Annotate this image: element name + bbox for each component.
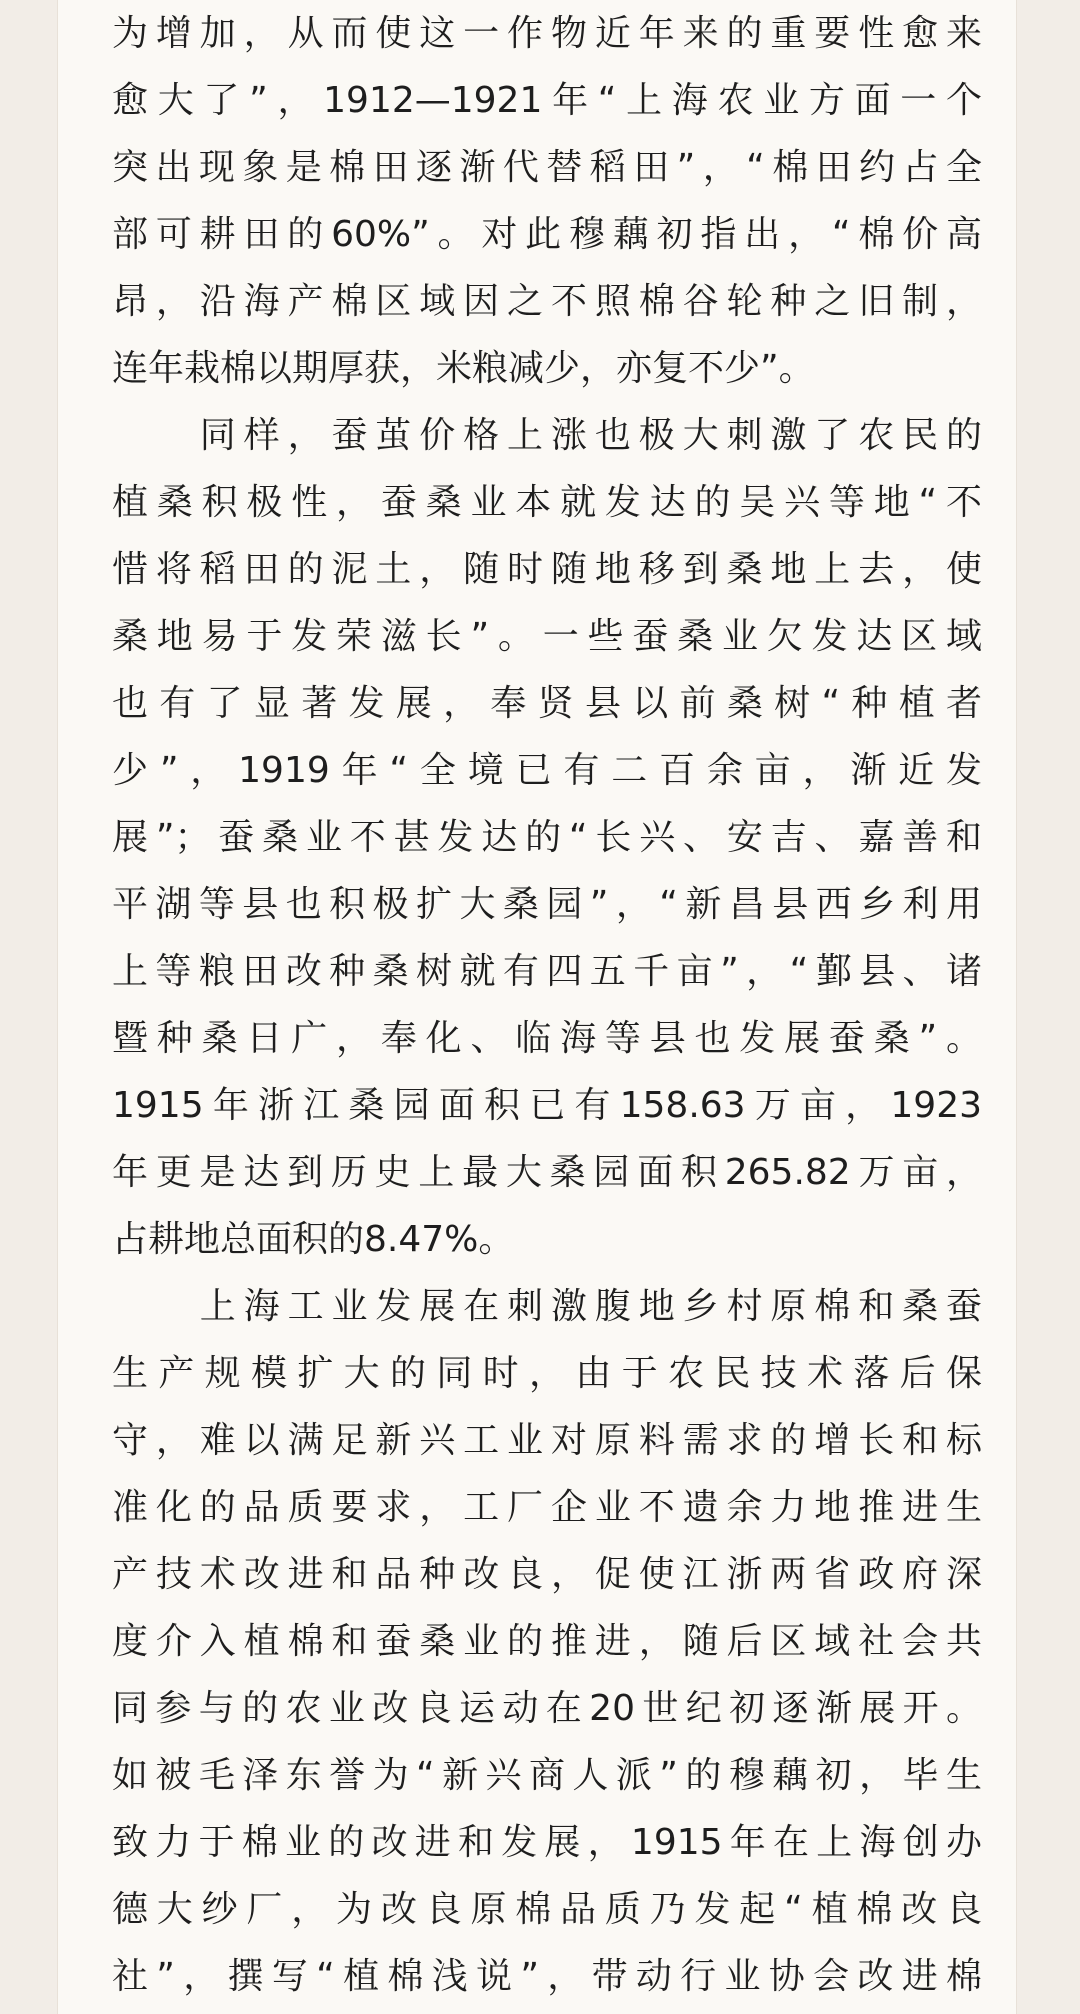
text-line: 为增加，从而使这一作物近年来的重要性愈来 [112, 13, 982, 54]
text-line: 少”，1919年“全境已有二百余亩，渐近发 [112, 750, 982, 791]
text-line: 连年栽棉以期厚获，米粮减少，亦复不少”。 [112, 348, 815, 389]
text-line: 也有了显著发展，奉贤县以前桑树“种植者 [112, 683, 982, 724]
text-line: 部可耕田的60%”。对此穆藕初指出，“棉价高 [112, 214, 982, 255]
text-line: 准化的品质要求，工厂企业不遗余力地推进生 [112, 1487, 982, 1528]
text-line: 同样，蚕茧价格上涨也极大刺激了农民的 [112, 415, 982, 456]
text-line: 如被毛泽东誉为“新兴商人派”的穆藕初，毕生 [112, 1755, 982, 1796]
text-line: 同参与的农业改良运动在20世纪初逐渐展开。 [112, 1688, 982, 1729]
text-line: 致力于棉业的改进和发展，1915年在上海创办 [112, 1822, 982, 1863]
text-line: 愈大了”，1912—1921年“上海农业方面一个 [112, 80, 982, 121]
text-line: 社”，撰写“植棉浅说”，带动行业协会改进棉 [112, 1956, 982, 1997]
paragraph [112, 1273, 982, 2010]
text-line: 植桑积极性，蚕桑业本就发达的吴兴等地“不 [112, 482, 982, 523]
text-line: 产技术改进和品种改良，促使江浙两省政府深 [112, 1554, 982, 1595]
text-line: 上等粮田改种桑树就有四五千亩”，“鄞县、诸 [112, 951, 982, 992]
text-line: 暨种桑日广，奉化、临海等县也发展蚕桑”。 [112, 1018, 982, 1059]
paragraph [112, 402, 982, 1273]
article-body [112, 0, 982, 2010]
text-line: 年更是达到历史上最大桑园面积265.82万亩， [112, 1152, 982, 1193]
text-line: 平湖等县也积极扩大桑园”，“新昌县西乡利用 [112, 884, 982, 925]
text-line: 1915年浙江桑园面积已有158.63万亩，1923 [112, 1085, 982, 1126]
text-line: 突出现象是棉田逐渐代替稻田”，“棉田约占全 [112, 147, 982, 188]
text-line: 桑地易于发荣滋长”。一些蚕桑业欠发达区域 [112, 616, 982, 657]
text-line: 德大纱厂，为改良原棉品质乃发起“植棉改良 [112, 1889, 982, 1930]
text-line: 守，难以满足新兴工业对原料需求的增长和标 [112, 1420, 982, 1461]
text-line: 占耕地总面积的8.47%。 [112, 1219, 515, 1260]
text-line: 惜将稻田的泥土，随时随地移到桑地上去，使 [112, 549, 982, 590]
paragraph [112, 0, 982, 402]
text-line: 生产规模扩大的同时，由于农民技术落后保 [112, 1353, 982, 1394]
page-sheet [57, 0, 1017, 2014]
text-line: 昂，沿海产棉区域因之不照棉谷轮种之旧制， [112, 281, 982, 322]
text-line: 展”；蚕桑业不甚发达的“长兴、安吉、嘉善和 [112, 817, 982, 858]
text-line: 上海工业发展在刺激腹地乡村原棉和桑蚕 [112, 1286, 982, 1327]
text-line: 度介入植棉和蚕桑业的推进，随后区域社会共 [112, 1621, 982, 1662]
